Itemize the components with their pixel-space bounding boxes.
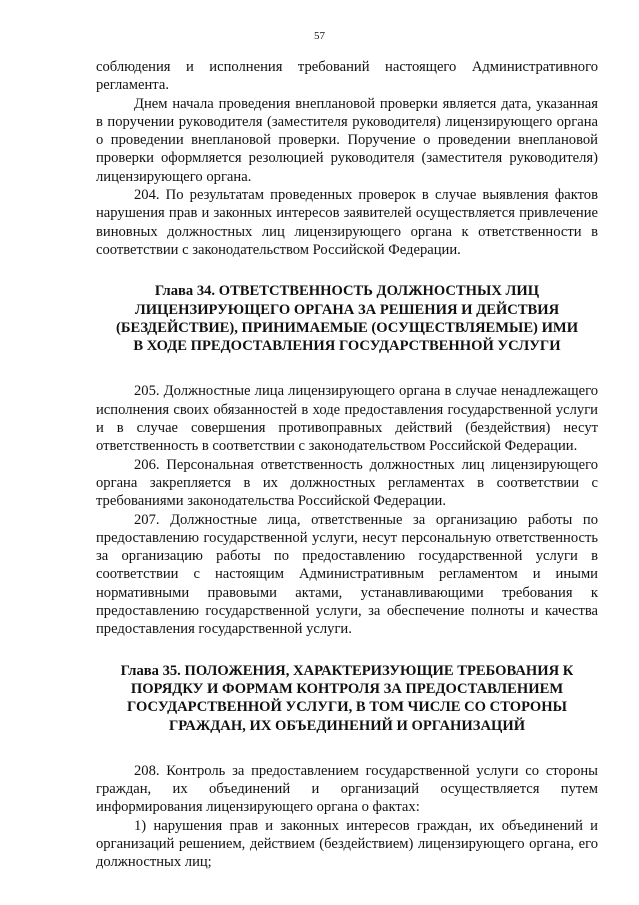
paragraph-204: 204. По результатам проведенных проверок в случае выявления фактов нарушения прав и законных интересов заявителей осуществляется привлечение виновных должностных лиц лицензирующего органа к ответственности в соответствии с законодательством Российской Федерации.: [96, 187, 598, 258]
chapter-34-heading: Глава 34. ОТВЕТСТВЕННОСТЬ ДОЛЖНОСТНЫХ ЛИЦ ЛИЦЕНЗИРУЮЩЕГО ОРГАНА ЗА РЕШЕНИЯ И ДЕЙСТВИЯ (БЕЗДЕЙСТВИЕ), ПРИНИМАЕМЫЕ (ОСУЩЕСТВЛЯЕМЫЕ) ИМИ В ХОДЕ ПРЕДОСТАВЛЕНИЯ ГОСУДАРСТВЕННОЙ УСЛУГИ: [115, 283, 579, 355]
paragraph-206: 206. Персональная ответственность должностных лиц лицензирующего органа закрепляется в их должностных регламентах в соответствии с требованиями законодательства Российской Федерации.: [96, 456, 598, 510]
paragraph-207: 207. Должностные лица, ответственные за организацию работы по предоставлению государственной услуги, несут персональную ответственность за организацию работы по предоставлению государственной услуги в соответствии с настоящим Административным регламентом и иными нормативными правовыми актами, устанавливающими требования к предоставлению государственной услуги, за обеспечение полноты и качества предоставления государственной услуги.: [96, 511, 598, 638]
page-number: 57: [314, 30, 325, 42]
chapter-35-heading: Глава 35. ПОЛОЖЕНИЯ, ХАРАКТЕРИЗУЮЩИЕ ТРЕБОВАНИЯ К ПОРЯДКУ И ФОРМАМ КОНТРОЛЯ ЗА ПРЕДОСТАВЛЕНИЕМ ГОСУДАРСТВЕННОЙ УСЛУГИ, В ТОМ ЧИСЛЕ СО СТОРОНЫ ГРАЖДАН, ИХ ОБЪЕДИНЕНИЙ И ОРГАНИЗАЦИЙ: [120, 662, 574, 734]
page-content: [96, 58, 598, 872]
paragraph-unplanned-inspection-date: Днем начала проведения внеплановой проверки является дата, указанная в поручении руководителя (заместителя руководителя) лицензирующего органа о проведении внеплановой проверки. Поручение о проведении внеплановой проверки оформляется резолюцией руководителя (заместителя руководителя) лицензирующего органа.: [96, 95, 598, 185]
paragraph-208: 208. Контроль за предоставлением государственной услуги со стороны граждан, их объединений и организаций осуществляется путем информирования лицензирующего органа о фактах:: [96, 762, 598, 816]
paragraph-208-item-1: 1) нарушения прав и законных интересов граждан, их объединений и организаций решением, действием (бездействием) лицензирующего органа, его должностных лиц;: [96, 817, 598, 871]
paragraph-205: 205. Должностные лица лицензирующего органа в случае ненадлежащего исполнения своих обязанностей в ходе предоставления государственной услуги и в случае совершения противоправных действий (бездействия) несут ответственность в соответствии с законодательством Российской Федерации.: [96, 383, 598, 455]
paragraph-continuation: соблюдения и исполнения требований настоящего Административного регламента.: [96, 59, 598, 94]
